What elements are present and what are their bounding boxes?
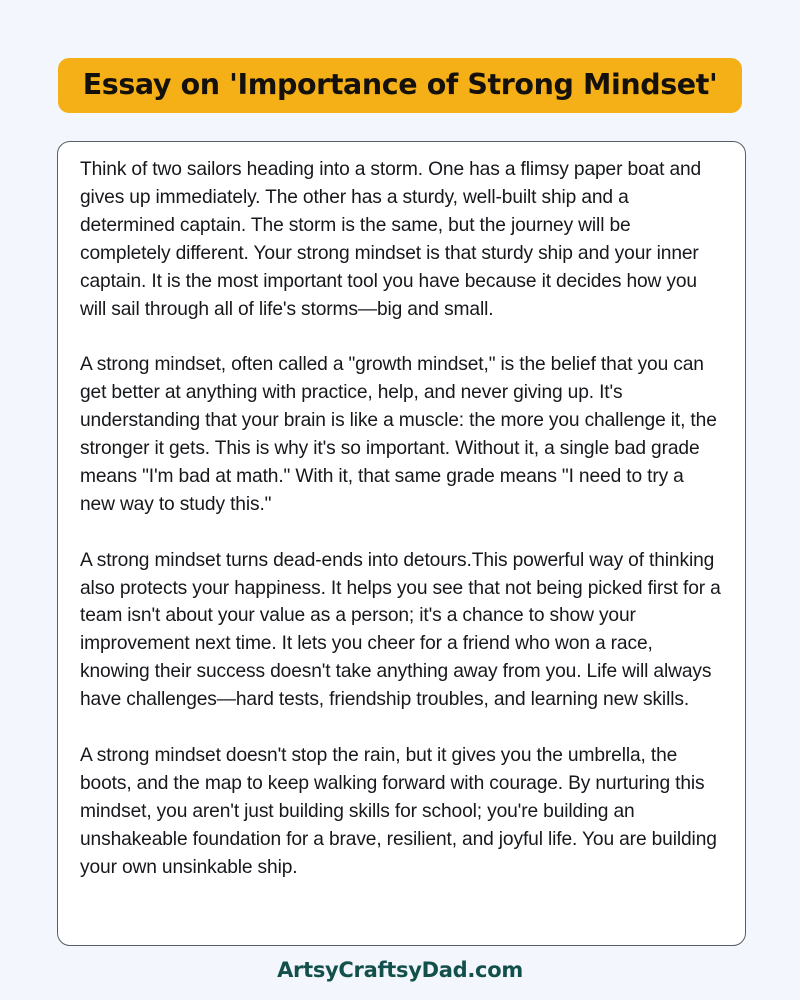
site-footer bbox=[0, 958, 800, 982]
essay-content-card bbox=[57, 141, 746, 946]
essay-paragraph: A strong mindset doesn't stop the rain, but it gives you the umbrella, the boots, and the map to keep walking forward with courage. By nurturing this mindset, you aren't just building skills for school; you're building an unshakeable foundation for a brave, resilient, and joyful life. You are building your own unsinkable ship. bbox=[80, 744, 717, 878]
essay-body bbox=[80, 156, 723, 882]
site-branding-text: ArtsyCraftsyDad.com bbox=[277, 958, 523, 982]
essay-paragraph: A strong mindset, often called a "growth mindset," is the belief that you can get better at anything with practice, help, and never giving up. It's understanding that your brain is like a muscle: the more you challenge it, the stronger it gets. This is why it's so important. Without it, a single bad grade means "I'm bad at math." With it, that same grade means "I need to try a new way to study this." bbox=[80, 354, 717, 515]
page-title: Essay on 'Importance of Strong Mindset' bbox=[82, 68, 718, 102]
essay-paragraph: Think of two sailors heading into a storm. One has a flimsy paper boat and gives up immediately. The other has a sturdy, well-built ship and a determined captain. The storm is the same, but the journey will be completely different. Your strong mindset is that sturdy ship and your inner captain. It is the most important tool you have because it decides how you will sail through all of life's storms—big and small. bbox=[80, 159, 702, 320]
essay-paragraph: A strong mindset turns dead-ends into detours.This powerful way of thinking also protects your happiness. It helps you see that not being picked first for a team isn't about your value as a person; it's a chance to show your improvement next time. It lets you cheer for a friend who won a race, knowing their success doesn't take anything away from you. Life will always have challenges—hard tests, friendship troubles, and learning new skills. bbox=[80, 549, 721, 711]
title-banner bbox=[58, 58, 742, 113]
